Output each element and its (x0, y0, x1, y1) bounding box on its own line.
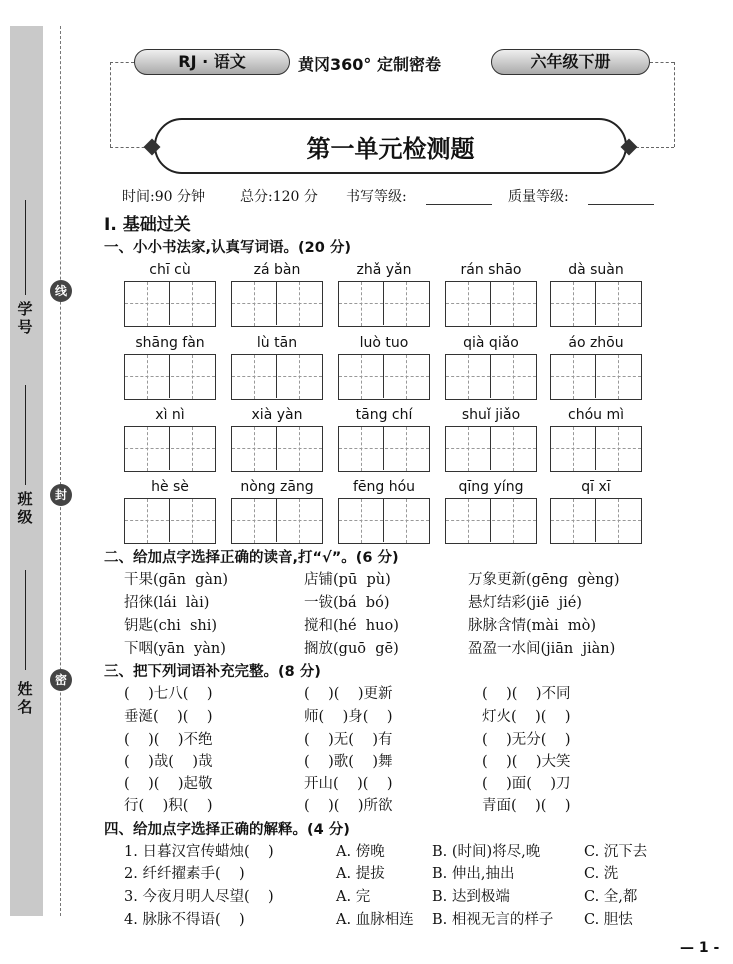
student-no-line (25, 200, 26, 295)
idiom-fill[interactable]: ( )无分( ) (482, 732, 571, 748)
pinyin-label: qī xī (581, 479, 611, 495)
seal-dashed-line (60, 26, 61, 916)
reading-choice[interactable]: 万象更新(gēng gèng) (468, 572, 620, 588)
name-label: 姓名 (17, 680, 33, 716)
header-vdash-left (110, 62, 111, 147)
q4-heading: 四、给加点字选择正确的解释。(4 分) (104, 822, 350, 838)
reading-choice[interactable]: 下咽(yān yàn) (124, 641, 226, 657)
pinyin-label: qīng yíng (458, 479, 524, 495)
idiom-fill[interactable]: ( )无( )有 (304, 732, 393, 748)
pinyin-label: shuǐ jiǎo (461, 407, 521, 423)
name-line (25, 570, 26, 670)
idiom-fill[interactable]: 开山( )( ) (304, 776, 393, 792)
pinyin-label: qià qiǎo (463, 335, 519, 351)
writing-box[interactable] (550, 426, 642, 472)
writing-grade-blank (426, 204, 492, 205)
pinyin-label: shāng fàn (135, 335, 205, 351)
idiom-fill[interactable]: 师( )身( ) (304, 709, 393, 725)
idiom-fill[interactable]: 灯火( )( ) (482, 709, 571, 725)
idiom-fill[interactable]: ( )七八( ) (124, 686, 213, 702)
subject-badge: RJ · 语文 (134, 49, 290, 75)
q4-option[interactable]: A. 提拔 (336, 866, 385, 882)
writing-box[interactable] (338, 498, 430, 544)
page-title: 第一单元检测题 (306, 134, 475, 163)
writing-box[interactable] (445, 354, 537, 400)
idiom-fill[interactable]: ( )( )大笑 (482, 754, 571, 770)
reading-choice[interactable]: 盈盈一水间(jiān jiàn) (468, 641, 616, 657)
writing-box[interactable] (338, 281, 430, 327)
reading-choice[interactable]: 脉脉含情(mài mò) (468, 618, 597, 634)
reading-choice[interactable]: 搅和(hé huo) (304, 618, 399, 634)
writing-box[interactable] (231, 498, 323, 544)
q4-question: 1. 日暮汉宫传蜡烛( ) (124, 844, 274, 860)
q4-option[interactable]: B. 伸出,抽出 (432, 866, 515, 882)
q4-option[interactable]: C. 胆怯 (584, 912, 633, 928)
q4-option[interactable]: C. 洗 (584, 866, 619, 882)
pinyin-label: luò tuo (359, 335, 409, 351)
brand-text: 黄冈360° 定制密卷 (298, 55, 441, 74)
q1-heading: 一、小小书法家,认真写词语。(20 分) (104, 240, 351, 256)
page-number: — 1 - (680, 940, 720, 956)
q4-option[interactable]: B. (时间)将尽,晚 (432, 844, 541, 860)
q3-heading: 三、把下列词语补充完整。(8 分) (104, 664, 321, 680)
q4-option[interactable]: B. 相视无言的样子 (432, 912, 554, 928)
exam-time: 时间:90 分钟 (122, 189, 205, 205)
q4-question: 3. 今夜月明人尽望( ) (124, 889, 274, 905)
writing-box[interactable] (338, 426, 430, 472)
writing-box[interactable] (231, 281, 323, 327)
q4-option[interactable]: A. 完 (336, 889, 371, 905)
pinyin-label: tāng chí (355, 407, 413, 423)
seal-secret-mark: 密 (50, 669, 72, 691)
idiom-fill[interactable]: ( )哉( )哉 (124, 754, 213, 770)
header-dash-right-bottom (636, 147, 674, 148)
pinyin-label: fēng hóu (352, 479, 416, 495)
pinyin-label: dà suàn (568, 262, 624, 278)
idiom-fill[interactable]: ( )( )不同 (482, 686, 571, 702)
reading-choice[interactable]: 店铺(pū pù) (304, 572, 391, 588)
reading-choice[interactable]: 一钹(bá bó) (304, 595, 390, 611)
pinyin-label: zhǎ yǎn (356, 262, 412, 278)
q4-option[interactable]: A. 血脉相连 (336, 912, 414, 928)
q4-option[interactable]: A. 傍晚 (336, 844, 385, 860)
header-dash-left (110, 62, 134, 63)
pinyin-label: áo zhōu (568, 335, 624, 351)
pinyin-label: chī cù (149, 262, 191, 278)
writing-box[interactable] (550, 281, 642, 327)
writing-box[interactable] (124, 281, 216, 327)
grade-badge: 六年级下册 (491, 49, 650, 75)
writing-box[interactable] (124, 354, 216, 400)
writing-box[interactable] (124, 498, 216, 544)
header-dash-right (650, 62, 674, 63)
idiom-fill[interactable]: ( )面( )刀 (482, 776, 571, 792)
reading-choice[interactable]: 搁放(guō gē) (304, 641, 399, 657)
q4-question: 4. 脉脉不得语( ) (124, 912, 245, 928)
q2-heading: 二、给加点字选择正确的读音,打“√”。(6 分) (104, 550, 399, 566)
writing-grade-label: 书写等级: (346, 189, 407, 205)
pinyin-label: rán shāo (460, 262, 522, 278)
idiom-fill[interactable]: ( )( )不绝 (124, 732, 213, 748)
seal-line-mark: 线 (50, 280, 72, 302)
writing-box[interactable] (231, 354, 323, 400)
q4-question: 2. 纤纤擢素手( ) (124, 866, 245, 882)
reading-choice[interactable]: 钥匙(chi shi) (124, 618, 218, 634)
pinyin-label: nòng zāng (240, 479, 314, 495)
writing-box[interactable] (338, 354, 430, 400)
pinyin-label: zá bàn (253, 262, 301, 278)
pinyin-label: xì nì (155, 407, 185, 423)
pinyin-label: lù tān (256, 335, 298, 351)
exam-total: 总分:120 分 (240, 189, 318, 205)
reading-choice[interactable]: 悬灯结彩(jiē jié) (468, 595, 582, 611)
writing-box[interactable] (124, 426, 216, 472)
quality-grade-label: 质量等级: (508, 189, 569, 205)
seal-seal-mark: 封 (50, 484, 72, 506)
q4-option[interactable]: C. 全,都 (584, 889, 638, 905)
writing-box[interactable] (445, 281, 537, 327)
quality-grade-blank (588, 204, 654, 205)
idiom-fill[interactable]: ( )( )起敬 (124, 776, 213, 792)
q4-option[interactable]: B. 达到极端 (432, 889, 510, 905)
writing-box[interactable] (231, 426, 323, 472)
pinyin-label: chóu mì (568, 407, 624, 423)
pinyin-label: xià yàn (251, 407, 303, 423)
idiom-fill[interactable]: 青面( )( ) (482, 798, 571, 814)
student-no-label: 学号 (17, 300, 33, 336)
writing-box[interactable] (550, 498, 642, 544)
q4-option[interactable]: C. 沉下去 (584, 844, 648, 860)
class-line (25, 385, 26, 485)
class-label: 班级 (17, 490, 33, 526)
binding-strip (10, 26, 43, 916)
idiom-fill[interactable]: 行( )积( ) (124, 798, 213, 814)
pinyin-label: hè sè (151, 479, 189, 495)
section-basic: Ⅰ. 基础过关 (104, 215, 191, 235)
idiom-fill[interactable]: ( )( )所欲 (304, 798, 393, 814)
reading-choice[interactable]: 招徕(lái lài) (124, 595, 210, 611)
idiom-fill[interactable]: ( )( )更新 (304, 686, 393, 702)
writing-box[interactable] (445, 498, 537, 544)
reading-choice[interactable]: 干果(gān gàn) (124, 572, 229, 588)
header-vdash-right (674, 62, 675, 147)
writing-box[interactable] (550, 354, 642, 400)
idiom-fill[interactable]: 垂涎( )( ) (124, 709, 213, 725)
writing-box[interactable] (445, 426, 537, 472)
idiom-fill[interactable]: ( )歌( )舞 (304, 754, 393, 770)
